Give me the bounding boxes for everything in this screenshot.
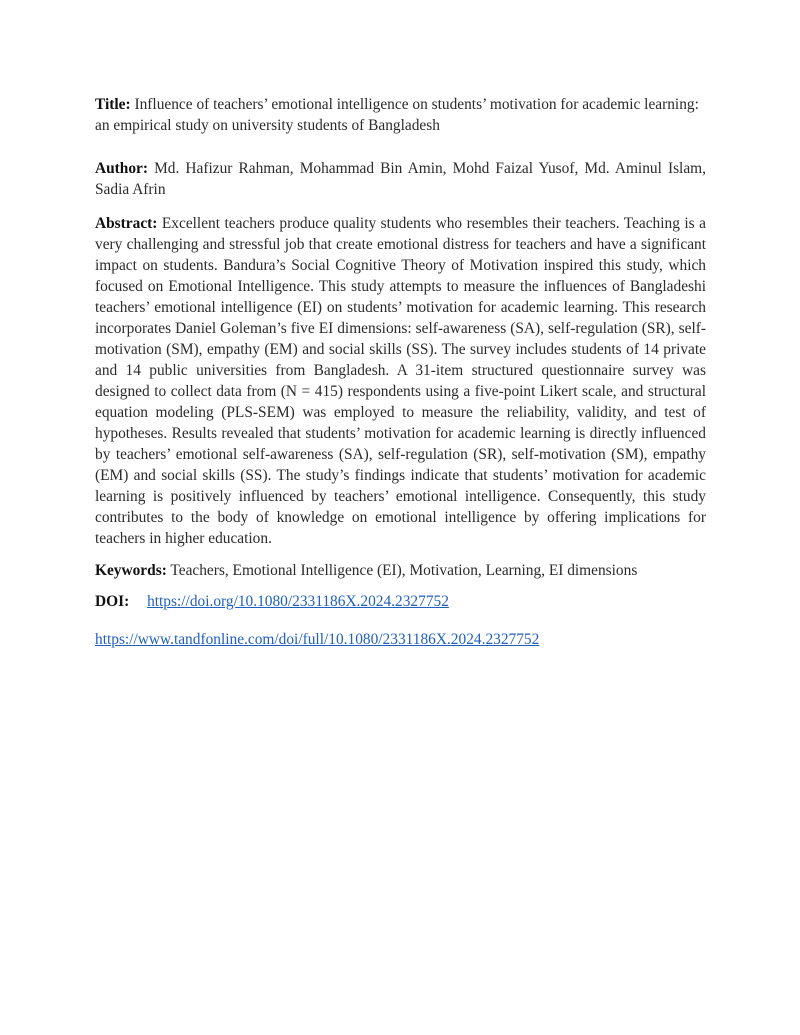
- author-text: Md. Hafizur Rahman, Mohammad Bin Amin, Mohd Faizal Yusof, Md. Aminul Islam, Sadia Afrin: [95, 160, 706, 198]
- keywords-paragraph: [95, 560, 706, 581]
- keywords-label: Keywords:: [95, 562, 167, 579]
- doi-paragraph: [95, 591, 706, 612]
- title-paragraph: [95, 94, 706, 136]
- abstract-paragraph: [95, 213, 706, 549]
- title-text: Influence of teachers’ emotional intelligence on students’ motivation for academic learning: an empirical study on university students of Bangladesh: [95, 96, 699, 134]
- doi-link[interactable]: https://doi.org/10.1080/2331186X.2024.2327752: [147, 593, 449, 610]
- full-text-link[interactable]: https://www.tandfonline.com/doi/full/10.1080/2331186X.2024.2327752: [95, 631, 540, 648]
- doi-label: DOI:: [95, 593, 130, 610]
- full-text-paragraph: [95, 629, 706, 650]
- document-content: [95, 94, 706, 650]
- title-label: Title:: [95, 96, 131, 113]
- author-paragraph: [95, 158, 706, 200]
- keywords-text: Teachers, Emotional Intelligence (EI), Motivation, Learning, EI dimensions: [170, 562, 638, 579]
- abstract-text: Excellent teachers produce quality students who resembles their teachers. Teaching is a very challenging and stressful job that create emotional distress for teachers and have a significant impact on students. Bandura’s Social Cognitive Theory of Motivation inspired this study, which focused on Emotional Intelligence. This study attempts to measure the influences of Bangladeshi teachers’ emotional intelligence (EI) on students’ motivation for academic learning. This research incorporates Daniel Goleman’s five EI dimensions: self-awareness (SA), self-regulation (SR), self-motivation (SM), empathy (EM) and social skills (SS). The survey includes students of 14 private and 14 public universities from Bangladesh. A 31-item structured questionnaire survey was designed to collect data from (N = 415) respondents using a five-point Likert scale, and structural equation modeling (PLS-SEM) was employed to measure the reliability, validity, and test of hypotheses. Results revealed that students’ motivation for academic learning is directly influenced by teachers’ emotional self-awareness (SA), self-regulation (SR), self-motivation (SM), empathy (EM) and social skills (SS). The study’s findings indicate that students’ motivation for academic learning is positively influenced by teachers’ emotional intelligence. Consequently, this study contributes to the body of knowledge on emotional intelligence by offering implications for teachers in higher education.: [95, 215, 706, 547]
- author-label: Author:: [95, 160, 149, 177]
- abstract-label: Abstract:: [95, 215, 158, 232]
